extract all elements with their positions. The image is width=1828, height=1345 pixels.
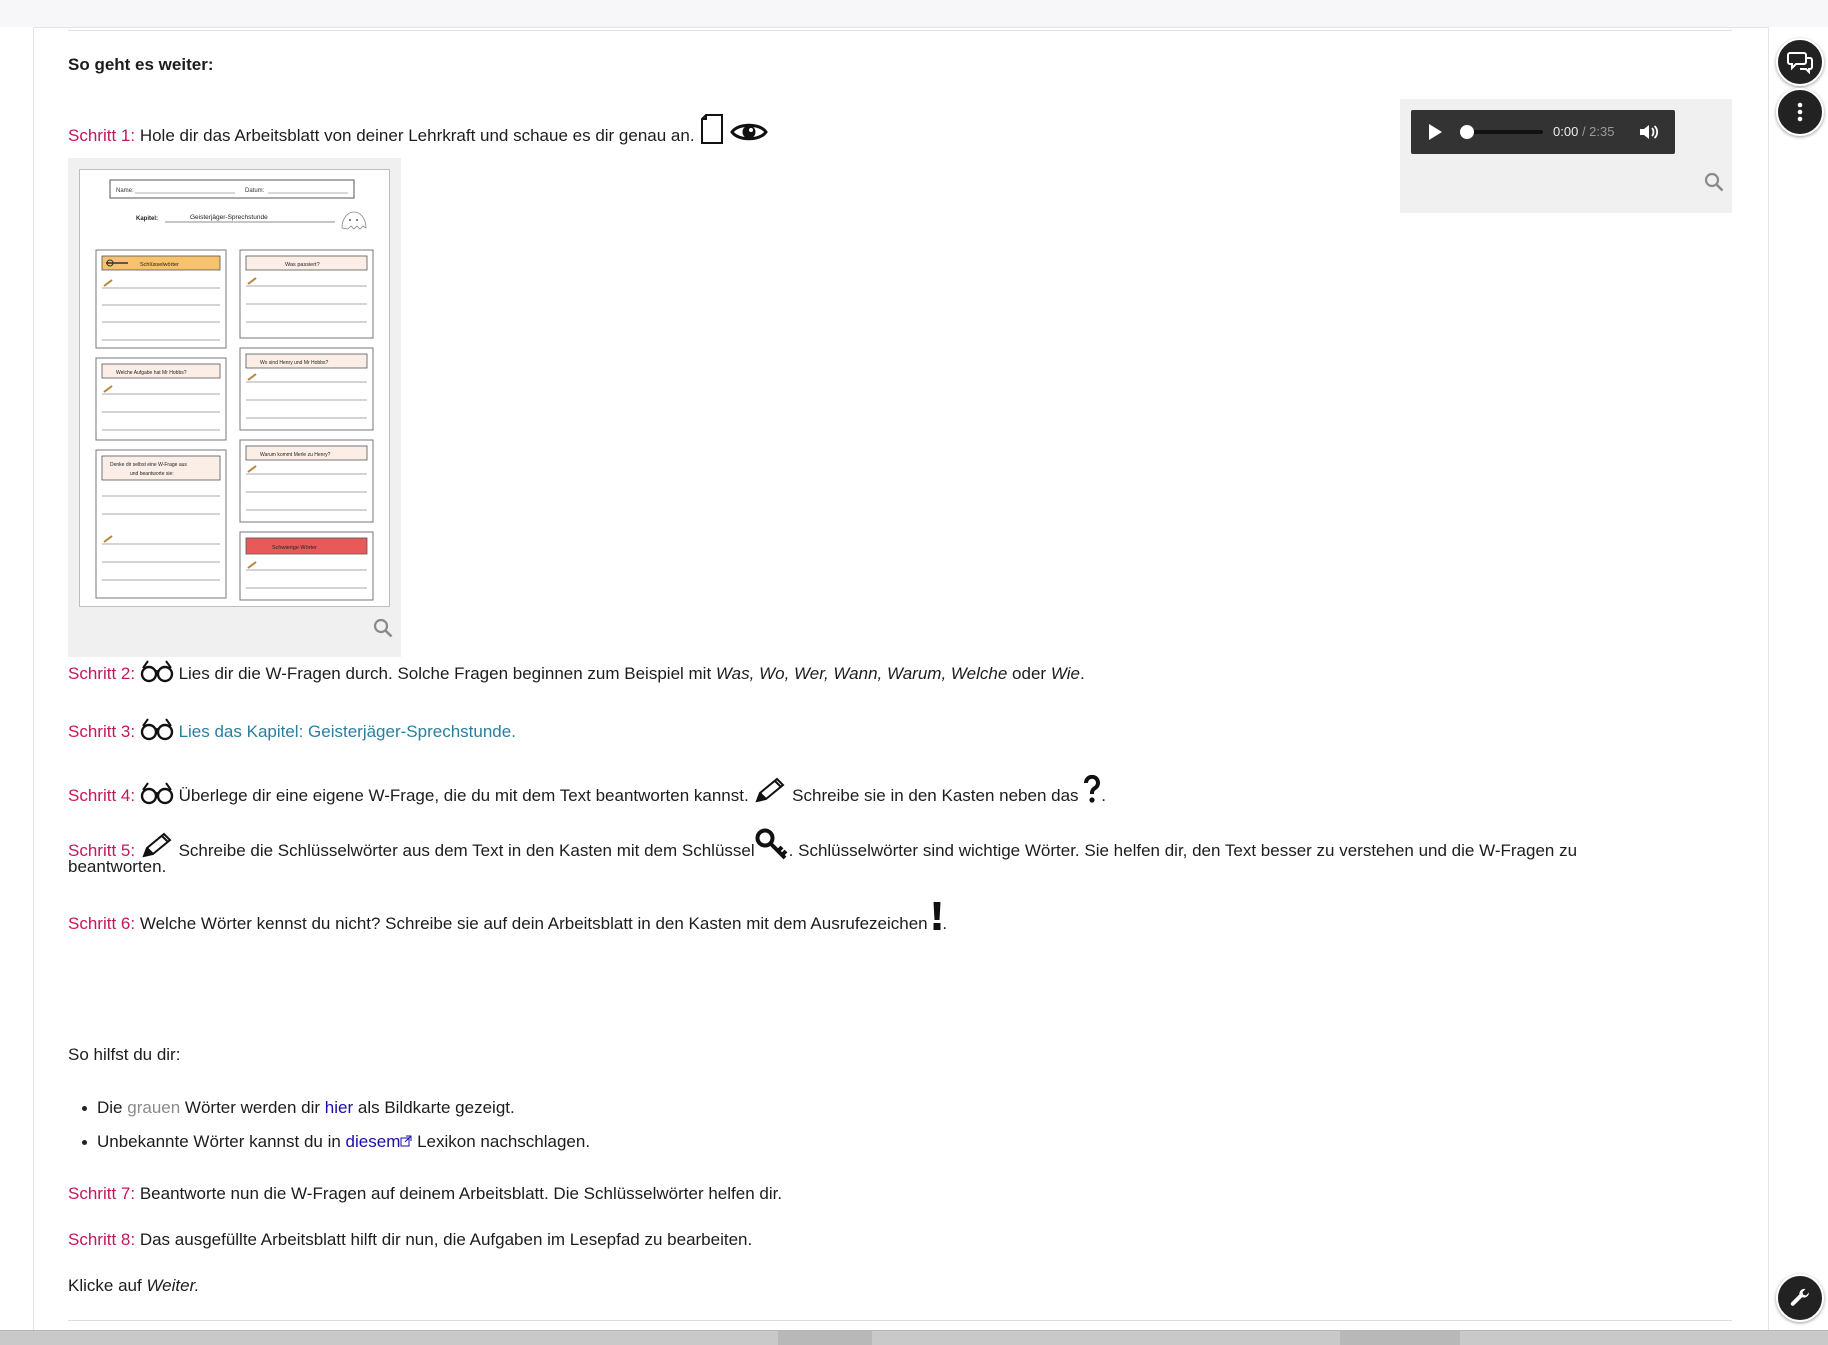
glasses-icon [140, 781, 174, 812]
ws-kapitel-value: Geisterjäger-Sprechstunde [190, 214, 268, 221]
content-bottom-divider [68, 1320, 1732, 1321]
step-6: Schritt 6: Welche Wörter kennst du nicht? Schreibe sie auf dein Arbeitsblatt in den Kasten mit dem Ausrufezeichen . [68, 901, 947, 938]
ws-box-warum: Warum kommt Merle zu Henry? [260, 452, 331, 458]
external-link-icon [400, 1125, 412, 1159]
picture-card-link[interactable]: hier [324, 1098, 354, 1117]
chapter-link[interactable]: Lies das Kapitel: Geisterjäger-Sprechstunde. [178, 722, 516, 741]
worksheet-preview [79, 169, 390, 607]
grey-word: grauen [127, 1098, 181, 1117]
ws-box-denke-1: Denke dir selbst eine W-Frage aus [110, 462, 187, 468]
audio-player[interactable] [1411, 110, 1675, 154]
help-intro: So hilfst du dir: [68, 1045, 181, 1064]
ws-box-wo: Wo sind Henry und Mr Hobbs? [260, 360, 329, 366]
step-3 [68, 717, 516, 748]
step-5-continued: beantworten. [68, 857, 167, 876]
search-icon[interactable] [373, 618, 393, 643]
list-item: Die grauen Wörter werden dir hier als Bildkarte gezeigt. [82, 1091, 590, 1125]
eye-icon [730, 119, 768, 152]
browser-top-bar [0, 0, 1828, 28]
exclamation-icon [932, 901, 942, 938]
seek-slider[interactable] [1465, 130, 1543, 134]
step-7: Schritt 7: Beantworte nun die W-Fragen auf deinem Arbeitsblatt. Die Schlüsselwörter helfen dir. [68, 1184, 783, 1203]
step-4: Schritt 4: Überlege dir eine eigene W-Frage, die du mit dem Text beantworten kannst. Schreibe sie in den Kasten neben das . [68, 775, 1106, 812]
step-4-label: Schritt 4: [68, 786, 136, 805]
chat-icon [1787, 50, 1813, 74]
lesson-content [68, 30, 1732, 1321]
right-gutter [1768, 27, 1828, 1330]
question-icon [1083, 775, 1101, 810]
ws-name-label: Name: [116, 188, 134, 194]
final-instruction: Klicke auf Weiter. [68, 1276, 200, 1295]
volume-button[interactable] [1639, 123, 1659, 146]
ws-box-key: Schlüsselwörter [140, 262, 179, 268]
ws-box-schwierig: Schwierige Wörter [272, 545, 317, 551]
search-icon[interactable] [1704, 172, 1724, 197]
step-1 [68, 113, 768, 152]
glasses-icon [140, 659, 174, 690]
wrench-icon [1788, 1286, 1812, 1310]
step-2-label: Schritt 2: [68, 664, 136, 683]
document-icon [699, 113, 725, 152]
bottom-bar [0, 1330, 1828, 1345]
step-8-label: Schritt 8: [68, 1230, 136, 1249]
help-list [82, 1091, 590, 1159]
step-8: Schritt 8: Das ausgefüllte Arbeitsblatt hilft dir nun, die Aufgaben im Lesepfad zu bearbeiten. [68, 1230, 753, 1249]
step-6-label: Schritt 6: [68, 914, 136, 933]
left-gutter [0, 27, 34, 1330]
play-button[interactable] [1427, 123, 1443, 146]
step-5: Schritt 5: Schreibe die Schlüsselwörter aus dem Text in den Kasten mit dem Schlüssel . Schlüsselwörter sind wichtige Wörter. Sie helfen dir, den Text besser zu verstehen und die W-Fragen zu [68, 828, 1577, 867]
step-2: Schritt 2: Lies dir die W-Fragen durch. Solche Fragen beginnen zum Beispiel mit Was, Wo, Wer, Wann, Warum, Welche oder Wie. [68, 659, 1085, 690]
ws-box-denke-2: und beantworte sie: [130, 471, 174, 477]
step-7-label: Schritt 7: [68, 1184, 136, 1203]
play-icon [1427, 123, 1443, 141]
step-5-label: Schritt 5: [68, 841, 136, 860]
glasses-icon [140, 717, 174, 748]
list-item: Unbekannte Wörter kannst du in diesem Lexikon nachschlagen. [82, 1125, 590, 1159]
ws-datum-label: Datum: [245, 188, 265, 194]
audio-block [1400, 99, 1732, 213]
volume-icon [1639, 123, 1659, 141]
worksheet-image[interactable] [68, 158, 401, 657]
ws-box-was: Was passiert? [285, 262, 320, 268]
step-3-label: Schritt 3: [68, 722, 136, 741]
more-icon [1797, 102, 1803, 122]
ws-kapitel-label: Kapitel: [136, 216, 159, 222]
tools-button[interactable] [1776, 1274, 1824, 1322]
audio-time: 0:00 / 2:35 [1553, 124, 1615, 139]
lexikon-link[interactable]: diesem [345, 1132, 401, 1151]
more-options-button[interactable] [1776, 88, 1824, 136]
chat-button[interactable] [1776, 38, 1824, 86]
step-1-text: Hole dir das Arbeitsblatt von deiner Lehrkraft und schaue es dir genau an. [139, 126, 695, 145]
key-icon [755, 828, 789, 867]
section-heading: So geht es weiter: [68, 55, 214, 74]
step-1-label: Schritt 1: [68, 126, 136, 145]
pencil-icon [753, 777, 787, 812]
ws-box-welche: Welche Aufgabe hat Mr Hobbs? [116, 370, 187, 376]
